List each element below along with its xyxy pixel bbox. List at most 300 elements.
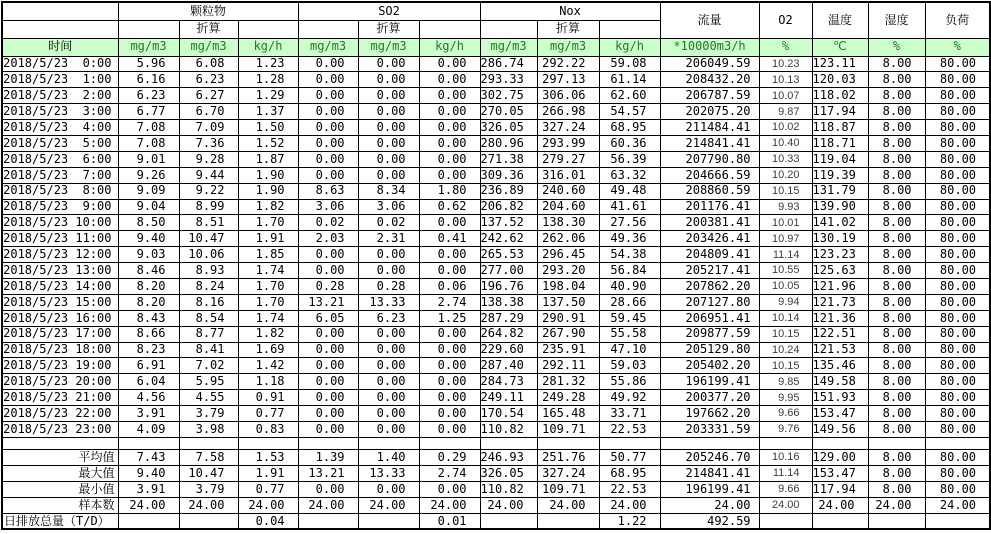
- value-cell: 0.00: [298, 56, 358, 72]
- summary-value-cell: 80.00: [925, 481, 990, 497]
- group-header-so2: SO2: [298, 2, 480, 20]
- value-cell: 110.82: [480, 421, 537, 437]
- value-cell: 9.66: [759, 406, 812, 422]
- summary-value-cell: 24.00: [537, 497, 599, 513]
- value-cell: 0.00: [419, 374, 480, 390]
- summary-value-cell: 327.24: [537, 465, 599, 481]
- value-cell: 80.00: [925, 247, 990, 263]
- value-cell: 206.82: [480, 199, 537, 215]
- summary-value-cell: 0.00: [358, 481, 419, 497]
- value-cell: 7.36: [179, 135, 238, 151]
- value-cell: 206951.41: [660, 310, 759, 326]
- value-cell: 1.70: [238, 215, 298, 231]
- summary-value-cell: 24.00: [358, 497, 419, 513]
- value-cell: 80.00: [925, 374, 990, 390]
- sub-header-converted-pm: 折算: [179, 20, 238, 38]
- value-cell: 80.00: [925, 231, 990, 247]
- value-cell: 80.00: [925, 421, 990, 437]
- value-cell: 10.47: [179, 231, 238, 247]
- table-row: [2, 421, 990, 437]
- value-cell: 80.00: [925, 135, 990, 151]
- time-cell: 2018/5/23 20:00: [2, 374, 118, 390]
- value-cell: 8.16: [179, 294, 238, 310]
- value-cell: 0.00: [298, 406, 358, 422]
- value-cell: 0.91: [238, 390, 298, 406]
- value-cell: 0.00: [358, 247, 419, 263]
- value-cell: 204.60: [537, 199, 599, 215]
- value-cell: 8.00: [868, 104, 925, 120]
- value-cell: 10.15: [759, 183, 812, 199]
- value-cell: 6.70: [179, 104, 238, 120]
- summary-value-cell: 9.66: [759, 481, 812, 497]
- value-cell: 122.51: [812, 326, 868, 342]
- value-cell: 0.00: [358, 390, 419, 406]
- value-cell: 0.00: [358, 374, 419, 390]
- spacer-cell: [419, 437, 480, 449]
- value-cell: 9.93: [759, 199, 812, 215]
- value-cell: 3.98: [179, 421, 238, 437]
- table-row: [2, 167, 990, 183]
- unit-temperature-celsius: ℃: [812, 38, 868, 56]
- value-cell: 0.00: [419, 390, 480, 406]
- value-cell: 6.08: [179, 56, 238, 72]
- time-cell: 2018/5/23 16:00: [2, 310, 118, 326]
- value-cell: 296.45: [537, 247, 599, 263]
- value-cell: 41.61: [599, 199, 660, 215]
- table-row: [2, 326, 990, 342]
- value-cell: 281.32: [537, 374, 599, 390]
- value-cell: 0.28: [298, 278, 358, 294]
- summary-value-cell: 13.33: [358, 465, 419, 481]
- value-cell: 8.00: [868, 310, 925, 326]
- value-cell: 203331.59: [660, 421, 759, 437]
- value-cell: 10.15: [759, 326, 812, 342]
- table-row: [2, 215, 990, 231]
- table-row: [2, 278, 990, 294]
- time-cell: 2018/5/23 13:00: [2, 263, 118, 279]
- value-cell: 80.00: [925, 183, 990, 199]
- table-row: [2, 374, 990, 390]
- value-cell: 292.11: [537, 358, 599, 374]
- value-cell: 117.94: [812, 104, 868, 120]
- summary-value-cell: 24.00: [599, 497, 660, 513]
- value-cell: 293.20: [537, 263, 599, 279]
- table-row: [2, 104, 990, 120]
- unit-so2-converted-mgm3: mg/m3: [358, 38, 419, 56]
- value-cell: 8.00: [868, 151, 925, 167]
- value-cell: 1.87: [238, 151, 298, 167]
- value-cell: 10.55: [759, 263, 812, 279]
- value-cell: 80.00: [925, 88, 990, 104]
- summary-value-cell: [537, 513, 599, 529]
- blank-cell: [118, 20, 179, 38]
- summary-value-cell: 326.05: [480, 465, 537, 481]
- value-cell: 10.24: [759, 342, 812, 358]
- summary-value-cell: [298, 513, 358, 529]
- value-cell: 8.00: [868, 326, 925, 342]
- value-cell: 9.44: [179, 167, 238, 183]
- value-cell: 80.00: [925, 120, 990, 136]
- value-cell: 33.71: [599, 406, 660, 422]
- value-cell: 8.43: [118, 310, 179, 326]
- value-cell: 63.32: [599, 167, 660, 183]
- value-cell: 8.00: [868, 231, 925, 247]
- value-cell: 123.23: [812, 247, 868, 263]
- value-cell: 11.14: [759, 247, 812, 263]
- unit-humidity-percent: %: [868, 38, 925, 56]
- value-cell: 0.00: [298, 247, 358, 263]
- value-cell: 0.00: [358, 342, 419, 358]
- value-cell: 7.08: [118, 120, 179, 136]
- value-cell: 1.74: [238, 310, 298, 326]
- summary-value-cell: 214841.41: [660, 465, 759, 481]
- summary-value-cell: 9.40: [118, 465, 179, 481]
- summary-value-cell: [925, 513, 990, 529]
- summary-value-cell: 24.00: [179, 497, 238, 513]
- value-cell: 80.00: [925, 104, 990, 120]
- spacer-cell: [759, 437, 812, 449]
- spacer-cell: [812, 437, 868, 449]
- value-cell: 6.27: [179, 88, 238, 104]
- value-cell: 56.84: [599, 263, 660, 279]
- summary-row: [2, 513, 990, 529]
- sub-header-converted-nox: 折算: [537, 20, 599, 38]
- summary-label: 日排放总量（T/D）: [2, 513, 118, 529]
- summary-row: [2, 497, 990, 513]
- value-cell: 5.95: [179, 374, 238, 390]
- value-cell: 9.28: [179, 151, 238, 167]
- value-cell: 151.93: [812, 390, 868, 406]
- summary-value-cell: 2.74: [419, 465, 480, 481]
- value-cell: 8.00: [868, 183, 925, 199]
- value-cell: 59.03: [599, 358, 660, 374]
- value-cell: 1.52: [238, 135, 298, 151]
- value-cell: 196.76: [480, 278, 537, 294]
- value-cell: 8.00: [868, 88, 925, 104]
- time-cell: 2018/5/23 6:00: [2, 151, 118, 167]
- value-cell: 326.05: [480, 120, 537, 136]
- value-cell: 0.00: [298, 104, 358, 120]
- value-cell: 3.06: [298, 199, 358, 215]
- value-cell: 271.38: [480, 151, 537, 167]
- value-cell: 6.23: [179, 72, 238, 88]
- value-cell: 207127.80: [660, 294, 759, 310]
- value-cell: 204666.59: [660, 167, 759, 183]
- summary-value-cell: 110.82: [480, 481, 537, 497]
- value-cell: 0.00: [358, 358, 419, 374]
- summary-value-cell: 24.00: [868, 497, 925, 513]
- value-cell: 47.10: [599, 342, 660, 358]
- value-cell: 0.00: [419, 88, 480, 104]
- value-cell: 1.28: [238, 72, 298, 88]
- summary-value-cell: 80.00: [925, 465, 990, 481]
- blank-cell: [2, 20, 118, 38]
- value-cell: 80.00: [925, 406, 990, 422]
- value-cell: 80.00: [925, 199, 990, 215]
- value-cell: 0.83: [238, 421, 298, 437]
- value-cell: 0.00: [358, 120, 419, 136]
- spacer-cell: [599, 437, 660, 449]
- value-cell: 10.15: [759, 358, 812, 374]
- value-cell: 28.66: [599, 294, 660, 310]
- value-cell: 284.73: [480, 374, 537, 390]
- col-header-humidity: 湿度: [868, 2, 925, 38]
- value-cell: 0.00: [358, 104, 419, 120]
- summary-value-cell: 1.39: [298, 449, 358, 465]
- group-header-particulate: 颗粒物: [118, 2, 298, 20]
- value-cell: 1.69: [238, 342, 298, 358]
- value-cell: 290.91: [537, 310, 599, 326]
- table-row: [2, 56, 990, 72]
- table-row: [2, 406, 990, 422]
- value-cell: 7.02: [179, 358, 238, 374]
- value-cell: 0.02: [358, 215, 419, 231]
- value-cell: 0.00: [298, 135, 358, 151]
- value-cell: 121.53: [812, 342, 868, 358]
- unit-load-percent: %: [925, 38, 990, 56]
- value-cell: 327.24: [537, 120, 599, 136]
- summary-value-cell: 109.71: [537, 481, 599, 497]
- col-header-temperature: 温度: [812, 2, 868, 38]
- value-cell: 6.16: [118, 72, 179, 88]
- summary-value-cell: 13.21: [298, 465, 358, 481]
- value-cell: 8.99: [179, 199, 238, 215]
- spacer-cell: [238, 437, 298, 449]
- value-cell: 10.02: [759, 120, 812, 136]
- value-cell: 0.00: [358, 421, 419, 437]
- value-cell: 0.00: [298, 120, 358, 136]
- value-cell: 0.00: [298, 167, 358, 183]
- value-cell: 27.56: [599, 215, 660, 231]
- value-cell: 125.63: [812, 263, 868, 279]
- summary-value-cell: 1.91: [238, 465, 298, 481]
- value-cell: 1.25: [419, 310, 480, 326]
- value-cell: 200377.20: [660, 390, 759, 406]
- unit-nox-converted-mgm3: mg/m3: [537, 38, 599, 56]
- value-cell: 266.98: [537, 104, 599, 120]
- value-cell: 0.00: [298, 263, 358, 279]
- value-cell: 0.00: [358, 135, 419, 151]
- value-cell: 0.00: [298, 88, 358, 104]
- value-cell: 205217.41: [660, 263, 759, 279]
- value-cell: 1.37: [238, 104, 298, 120]
- table-row: [2, 72, 990, 88]
- value-cell: 1.91: [238, 231, 298, 247]
- value-cell: 1.82: [238, 326, 298, 342]
- value-cell: 59.08: [599, 56, 660, 72]
- summary-value-cell: 3.91: [118, 481, 179, 497]
- value-cell: 293.33: [480, 72, 537, 88]
- time-cell: 2018/5/23 7:00: [2, 167, 118, 183]
- value-cell: 0.00: [419, 72, 480, 88]
- value-cell: 6.04: [118, 374, 179, 390]
- value-cell: 1.90: [238, 167, 298, 183]
- col-header-o2: O2: [759, 2, 812, 38]
- value-cell: 9.85: [759, 374, 812, 390]
- sub-header-converted-so2: 折算: [358, 20, 419, 38]
- summary-value-cell: 153.47: [812, 465, 868, 481]
- value-cell: 8.00: [868, 390, 925, 406]
- value-cell: 0.41: [419, 231, 480, 247]
- spacer-cell: [358, 437, 419, 449]
- value-cell: 0.00: [419, 326, 480, 342]
- value-cell: 8.00: [868, 56, 925, 72]
- value-cell: 242.62: [480, 231, 537, 247]
- time-cell: 2018/5/23 0:00: [2, 56, 118, 72]
- value-cell: 1.29: [238, 88, 298, 104]
- value-cell: 4.56: [118, 390, 179, 406]
- value-cell: 1.70: [238, 278, 298, 294]
- value-cell: 10.07: [759, 88, 812, 104]
- summary-value-cell: 68.95: [599, 465, 660, 481]
- summary-value-cell: 205246.70: [660, 449, 759, 465]
- time-cell: 2018/5/23 12:00: [2, 247, 118, 263]
- value-cell: 8.51: [179, 215, 238, 231]
- value-cell: 80.00: [925, 310, 990, 326]
- value-cell: 8.41: [179, 342, 238, 358]
- value-cell: 10.20: [759, 167, 812, 183]
- value-cell: 8.00: [868, 294, 925, 310]
- value-cell: 3.79: [179, 406, 238, 422]
- value-cell: 0.00: [419, 120, 480, 136]
- value-cell: 8.00: [868, 406, 925, 422]
- time-cell: 2018/5/23 18:00: [2, 342, 118, 358]
- value-cell: 80.00: [925, 294, 990, 310]
- value-cell: 207862.20: [660, 278, 759, 294]
- value-cell: 10.06: [179, 247, 238, 263]
- value-cell: 8.54: [179, 310, 238, 326]
- value-cell: 9.95: [759, 390, 812, 406]
- spacer-cell: [480, 437, 537, 449]
- summary-value-cell: 24.00: [812, 497, 868, 513]
- value-cell: 0.00: [298, 390, 358, 406]
- table-header: [2, 2, 990, 56]
- value-cell: 9.09: [118, 183, 179, 199]
- value-cell: 10.33: [759, 151, 812, 167]
- value-cell: 240.60: [537, 183, 599, 199]
- value-cell: 0.00: [419, 358, 480, 374]
- value-cell: 10.14: [759, 310, 812, 326]
- value-cell: 9.87: [759, 104, 812, 120]
- value-cell: 236.89: [480, 183, 537, 199]
- value-cell: 6.23: [358, 310, 419, 326]
- value-cell: 7.08: [118, 135, 179, 151]
- summary-value-cell: [868, 513, 925, 529]
- value-cell: 1.70: [238, 294, 298, 310]
- col-header-load: 负荷: [925, 2, 990, 38]
- table-row: [2, 183, 990, 199]
- group-header-row: [2, 2, 990, 20]
- table-row: [2, 294, 990, 310]
- value-cell: 8.66: [118, 326, 179, 342]
- summary-value-cell: 0.00: [419, 481, 480, 497]
- value-cell: 6.77: [118, 104, 179, 120]
- value-cell: 118.87: [812, 120, 868, 136]
- value-cell: 0.00: [419, 104, 480, 120]
- value-cell: 137.52: [480, 215, 537, 231]
- value-cell: 7.09: [179, 120, 238, 136]
- value-cell: 196199.41: [660, 374, 759, 390]
- value-cell: 0.06: [419, 278, 480, 294]
- value-cell: 293.99: [537, 135, 599, 151]
- summary-value-cell: 24.00: [298, 497, 358, 513]
- unit-o2-percent: %: [759, 38, 812, 56]
- value-cell: 6.23: [118, 88, 179, 104]
- summary-value-cell: 492.59: [660, 513, 759, 529]
- table-row: [2, 199, 990, 215]
- value-cell: 40.90: [599, 278, 660, 294]
- time-cell: 2018/5/23 4:00: [2, 120, 118, 136]
- value-cell: 1.85: [238, 247, 298, 263]
- summary-value-cell: 24.00: [925, 497, 990, 513]
- value-cell: 121.73: [812, 294, 868, 310]
- spacer-row: [2, 437, 990, 449]
- value-cell: 49.36: [599, 231, 660, 247]
- value-cell: 8.00: [868, 247, 925, 263]
- value-cell: 4.09: [118, 421, 179, 437]
- value-cell: 119.39: [812, 167, 868, 183]
- summary-value-cell: 24.00: [118, 497, 179, 513]
- value-cell: 131.79: [812, 183, 868, 199]
- value-cell: 1.74: [238, 263, 298, 279]
- value-cell: 249.28: [537, 390, 599, 406]
- value-cell: 207790.80: [660, 151, 759, 167]
- spacer-cell: [2, 437, 118, 449]
- value-cell: 56.39: [599, 151, 660, 167]
- value-cell: 8.00: [868, 263, 925, 279]
- value-cell: 139.90: [812, 199, 868, 215]
- value-cell: 8.24: [179, 278, 238, 294]
- value-cell: 13.33: [358, 294, 419, 310]
- value-cell: 0.00: [358, 88, 419, 104]
- value-cell: 0.00: [298, 342, 358, 358]
- value-cell: 297.13: [537, 72, 599, 88]
- value-cell: 277.00: [480, 263, 537, 279]
- summary-value-cell: 129.00: [812, 449, 868, 465]
- emissions-table: [1, 1, 991, 530]
- value-cell: 149.56: [812, 421, 868, 437]
- summary-value-cell: [759, 513, 812, 529]
- value-cell: 60.36: [599, 135, 660, 151]
- time-cell: 2018/5/23 1:00: [2, 72, 118, 88]
- value-cell: 287.29: [480, 310, 537, 326]
- summary-value-cell: 10.16: [759, 449, 812, 465]
- value-cell: 80.00: [925, 342, 990, 358]
- value-cell: 59.45: [599, 310, 660, 326]
- table-body: [2, 56, 990, 529]
- value-cell: 141.02: [812, 215, 868, 231]
- spacer-cell: [118, 437, 179, 449]
- value-cell: 306.06: [537, 88, 599, 104]
- table-row: [2, 151, 990, 167]
- value-cell: 137.50: [537, 294, 599, 310]
- time-cell: 2018/5/23 15:00: [2, 294, 118, 310]
- unit-pm-kgh: kg/h: [238, 38, 298, 56]
- value-cell: 1.82: [238, 199, 298, 215]
- value-cell: 0.00: [358, 56, 419, 72]
- value-cell: 80.00: [925, 72, 990, 88]
- value-cell: 130.19: [812, 231, 868, 247]
- value-cell: 309.36: [480, 167, 537, 183]
- value-cell: 270.05: [480, 104, 537, 120]
- summary-row: [2, 481, 990, 497]
- value-cell: 9.94: [759, 294, 812, 310]
- value-cell: 204809.41: [660, 247, 759, 263]
- value-cell: 13.21: [298, 294, 358, 310]
- value-cell: 0.77: [238, 406, 298, 422]
- value-cell: 8.20: [118, 294, 179, 310]
- summary-value-cell: [812, 513, 868, 529]
